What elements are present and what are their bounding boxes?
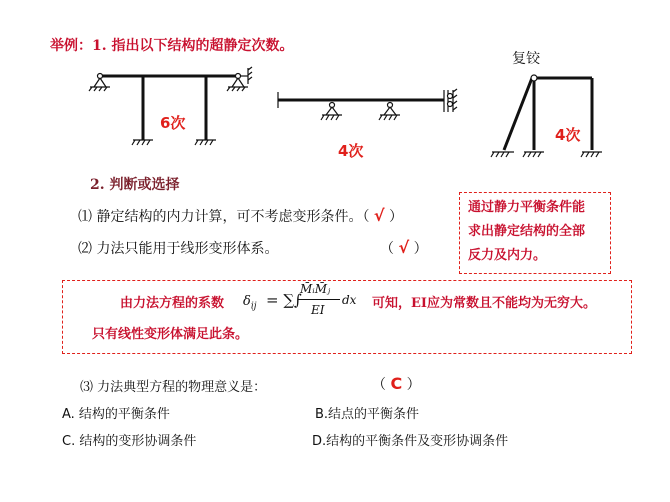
frame1-count-label: 6次 [160, 114, 186, 132]
formula-note-line2: 只有线性变形体满足此条。 [92, 327, 249, 342]
example-title: 举例：1. 指出以下结构的超静定次数。 [50, 38, 294, 54]
formula-delta [243, 294, 257, 312]
beam-count-label: 4次 [338, 142, 364, 160]
formula-fraction-bar [298, 299, 340, 300]
formula-dx: dx [342, 293, 357, 307]
question-1-answer: √ [373, 206, 385, 225]
question-2 [78, 238, 278, 258]
question-2-answer-group [380, 238, 428, 258]
question-3-answer: C [390, 374, 403, 393]
formula-sum-integral: = ∑∫ [266, 291, 302, 309]
question-2-text: ⑵ 力法只能用于线形变形体系。 [78, 241, 279, 257]
option-c: C. 结构的变形协调条件 [62, 434, 197, 449]
question-3-answer-group [372, 374, 421, 394]
question-3-open: （ [372, 377, 386, 393]
formula-note-suffix: 可知，EI应为常数且不能均为无穷大。 [372, 296, 596, 311]
note-line-2: 求出静定结构的全部 [468, 224, 586, 239]
frame3-count-label: 4次 [555, 126, 581, 144]
hinged-frame-diagram [484, 66, 614, 166]
question-2-answer: √ [398, 238, 410, 257]
option-b: B.结点的平衡条件 [315, 407, 420, 422]
option-d: D.结构的平衡条件及变形协调条件 [312, 434, 509, 449]
question-2-open: （ [380, 241, 394, 257]
continuous-beam-diagram [272, 88, 462, 133]
formula-delta-subscript: ij [250, 301, 257, 312]
question-3-text: ⑶ 力法典型方程的物理意义是： [80, 380, 267, 395]
formula-note-prefix: 由力法方程的系数 [120, 296, 225, 311]
question-1-close: ） [389, 209, 404, 225]
note-line-1: 通过静力平衡条件能 [468, 200, 586, 215]
question-2-close: ） [413, 241, 428, 257]
note-line-3: 反力及内力。 [468, 248, 547, 263]
complex-hinge-label: 复铰 [512, 51, 540, 67]
option-a: A. 结构的平衡条件 [62, 407, 170, 422]
question-3-close: ） [406, 377, 421, 393]
static-determinacy-note-box [459, 192, 611, 274]
formula-denominator: EI [311, 303, 325, 317]
formula-delta-symbol: δ [243, 294, 251, 309]
question-1 [78, 206, 403, 226]
question-1-text: ⑴ 静定结构的内力计算，可不考虑变形条件。（ [78, 209, 370, 225]
formula-numerator: M̄ᵢM̄ⱼ [300, 282, 331, 296]
section2-title: 2. 判断或选择 [90, 177, 180, 193]
frame-structure-diagram [88, 58, 258, 158]
